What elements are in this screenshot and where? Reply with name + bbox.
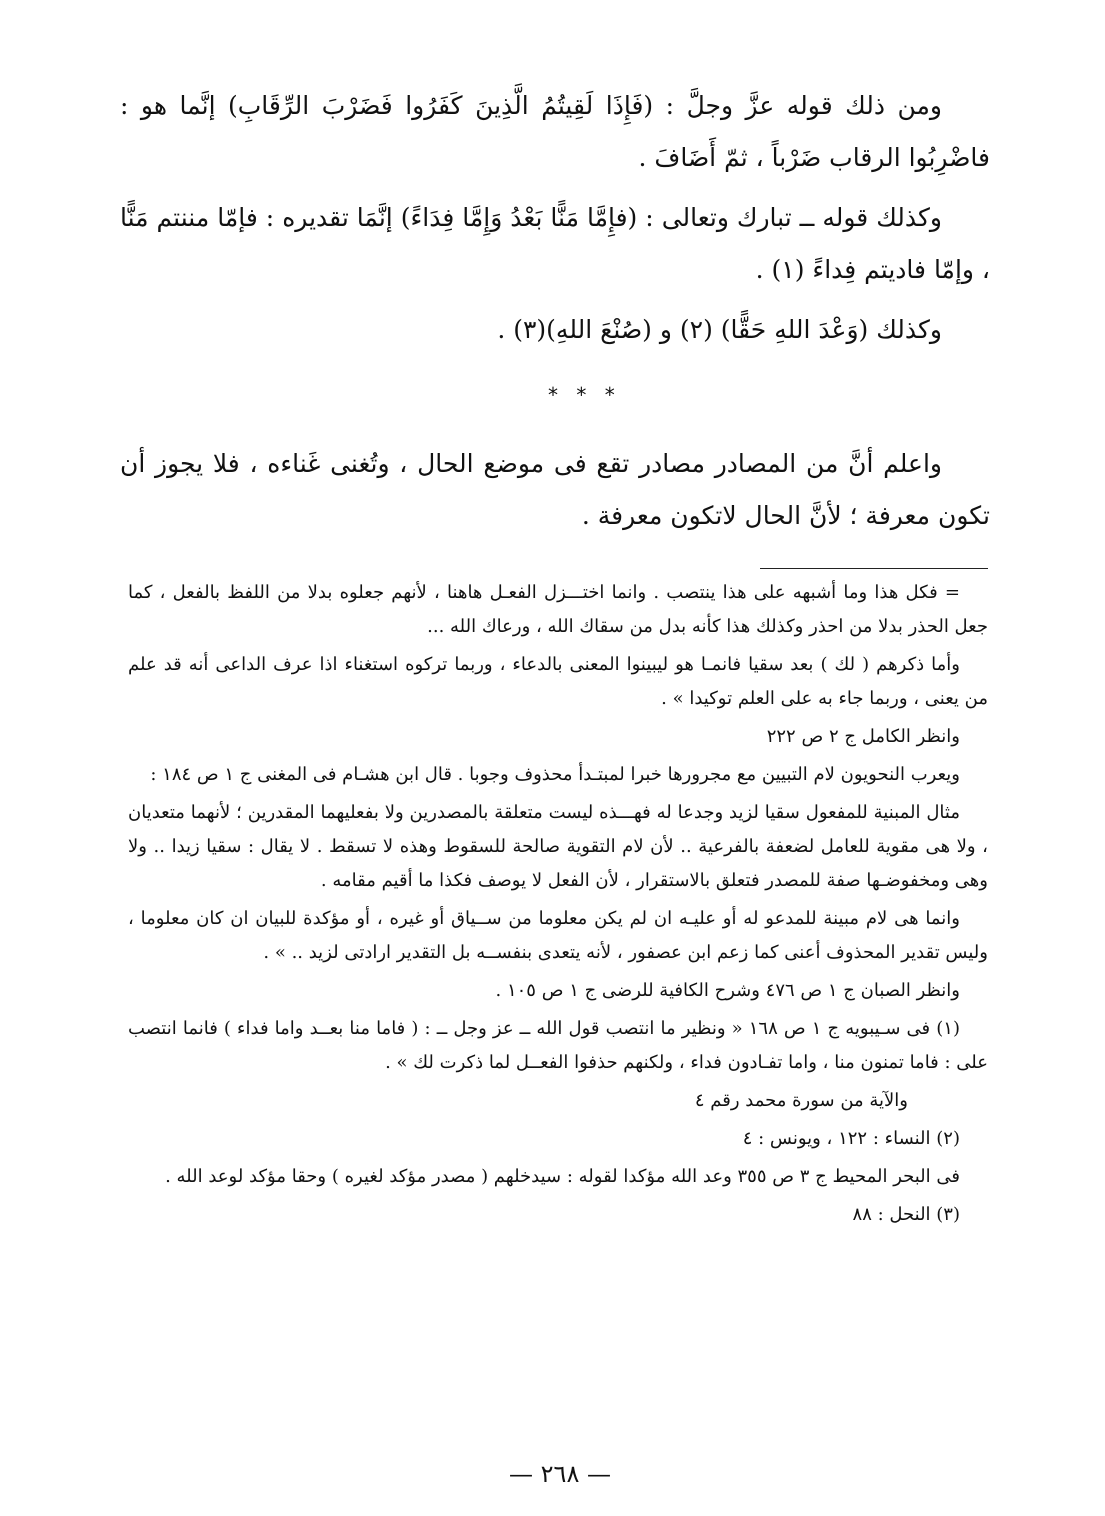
footnote-rule	[760, 568, 988, 569]
footnote-reference: وانظر الكامل ج ٢ ص ٢٢٢	[766, 726, 960, 747]
page-number: — ٢٦٨ —	[509, 1460, 611, 1488]
footnote-3: (٣) النحل : ٨٨	[852, 1204, 960, 1225]
main-paragraph-2: وكذلك قوله ــ تبارك وتعالى : (فإِمَّا مَنًّا بَعْدُ وَإِمَّا فِدَاءً) إنَّمَا تقديره : فإمّا مننتم مَنًّا ، وإمّا فاديتم فِداءً (١) .	[120, 203, 990, 284]
footnote-1: (١) فى سـيبويه ج ١ ص ١٦٨ « ونظير ما انتصب قول الله ــ عز وجل ــ : ( فاما منا بعــد واما فداء ) فانما انتصب على : فاما تمنون منا ، واما تفـادون فداء ، ولكنهم حذفوا الفعــل لما ذكرت لك » .	[128, 1018, 988, 1073]
footnote-reference: وانظر الصبان ج ١ ص ٤٧٦ وشرح الكافية للرضى ج ١ ص ١٠٥ .	[495, 980, 960, 1001]
footnote-continuation: = فكل هذا وما أشبهه على هذا ينتصب . وانما اختـــزل الفعـل هاهنا ، لأنهم جعلوه بدلا من اللفظ بالفعل ، كما جعل الحذر بدلا من احذر وكذلك هذا كأنه بدل من سقاك الله ، ورعاك الله ...	[128, 582, 988, 637]
footnote-paragraph: وانما هى لام مبينة للمدعو له أو عليـه ان لم يكن معلوما من ســياق أو غيره ، أو مؤكدة للبيان ان كان معلوما ، وليس تقدير المحذوف أعنى كما زعم ابن عصفور ، لأنه يتعدى بنفســه بل التقدير ارادتى لزيد .. » .	[128, 908, 988, 963]
main-paragraph-1: ومن ذلك قوله عزَّ وجلَّ : (فَإِذَا لَقِيتُمُ الَّذِينَ كَفَرُوا فَضَرْبَ الرِّقَابِ) إنَّما هو : فاضْرِبُوا الرقاب ضَرْباً ، ثمّ أَضَافَ .	[120, 91, 990, 172]
main-paragraph-4: واعلم أنَّ من المصادر مصادر تقع فى موضع الحال ، وتُغنى غَناءه ، فلا يجوز أن تكون معرفة ؛ لأنَّ الحال لاتكون معرفة .	[120, 449, 990, 530]
footnote-1-reference: والآية من سورة محمد رقم ٤	[694, 1090, 908, 1111]
footnote-2-note: فى البحر المحيط ج ٣ ص ٣٥٥ وعد الله مؤكدا لقوله : سيدخلهم ( مصدر مؤكد لغيره ) وحقا مؤكد لوعد الله .	[165, 1166, 960, 1187]
main-text-continued	[120, 438, 990, 542]
footnote-paragraph: ويعرب النحويون لام التبيين مع مجرورها خبرا لمبتـدأ محذوف وجوبا . قال ابن هشـام فى المغنى ج ١ ص ١٨٤ :	[150, 764, 960, 785]
footnote-paragraph: مثال المبنية للمفعول سقيا لزيد وجدعا له فهـــذه ليست متعلقة بالمصدرين ولا بفعليهما المقدرين ؛ لأنهما متعديان ، ولا هى مقوية للعامل لضعفة بالفرعية .. لأن لام التقوية صالحة للسقوط وهذه لا تسقط . لا يقال : سقيا زيدا .. ولا وهى ومخفوضـها صفة للمصدر فتعلق بالاستقرار ، لأن الفعل لا يوصف فكذا ما أقيم مقامه .	[128, 802, 988, 891]
footnote-paragraph: وأما ذكرهم ( لك ) بعد سقيا فانمـا هو ليبينوا المعنى بالدعاء ، وربما تركوه استغناء اذا عرف الداعى أنه قد علم من يعنى ، وربما جاء به على العلم توكيدا » .	[128, 654, 988, 709]
footnote-2: (٢) النساء : ١٢٢ ، ويونس : ٤	[742, 1128, 960, 1149]
section-separator: * * *	[548, 383, 621, 407]
main-paragraph-3: وكذلك (وَعْدَ اللهِ حَقًّا) (٢) و (صُنْعَ اللهِ)(٣) .	[497, 315, 942, 344]
footnotes	[128, 576, 988, 1236]
main-text	[120, 80, 990, 364]
